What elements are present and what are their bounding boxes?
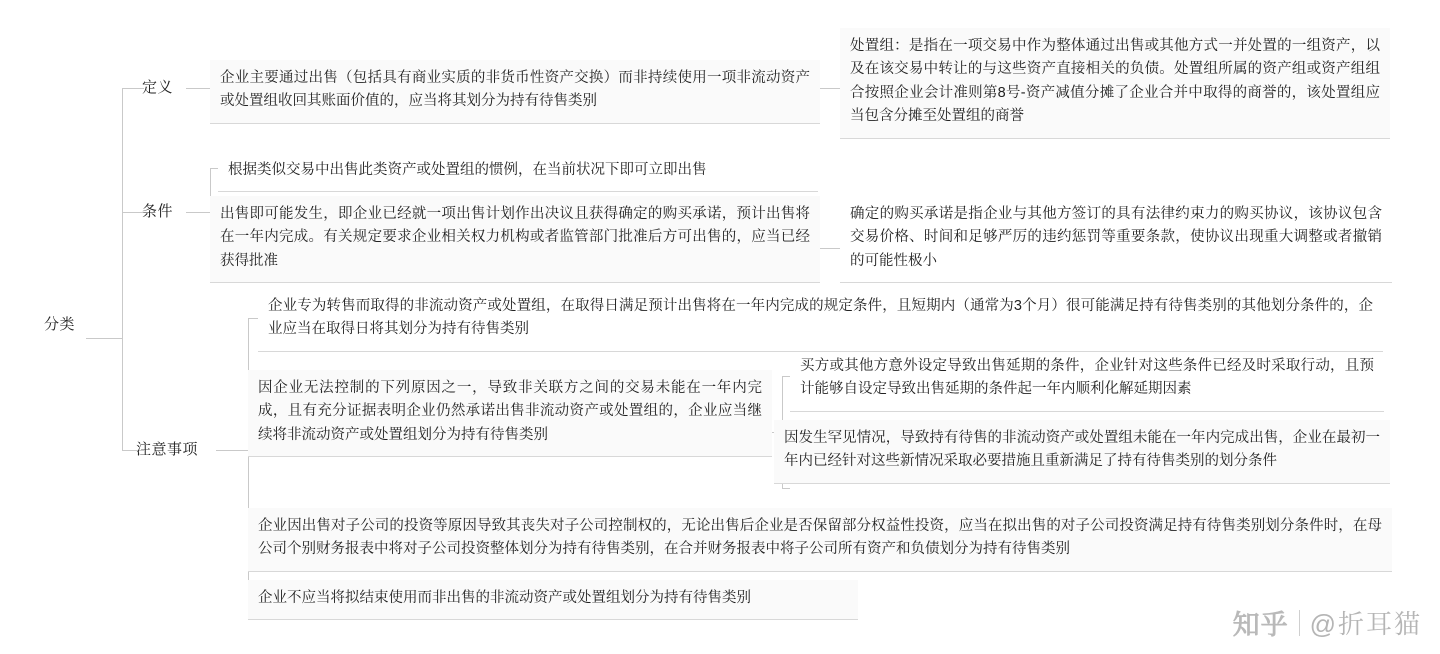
connector-notes-leaf-1 [248, 318, 258, 319]
leaf-notes-2: 因企业无法控制的下列原因之一，导致非关联方之间的交易未能在一年内完成，且有充分证据表明企业仍然承诺出售非流动资产或处置组的，企业应当继续将非流动资产或处置组划分为持有待售类别 [248, 370, 772, 457]
leaf-conditions-sub-1: 确定的购买承诺是指企业与其他方签订的具有法律约束力的购买协议，该协议包含交易价格、时间和足够严厉的违约惩罚等重要条款，使协议出现重大调整或者撤销的可能性极小 [840, 196, 1392, 283]
branch-label-notes: 注意事项 [136, 441, 199, 458]
connector-notes-sub-1 [782, 376, 790, 377]
connector-root-out [86, 338, 122, 339]
leaf-notes-3: 企业因出售对子公司的投资等原因导致其丧失对子公司控制权的，无论出售后企业是否保留部分权益性投资，应当在拟出售的对子公司投资满足持有待售类别划分条件时，在母公司个别财务报表中将对子公司投资整体划分为持有待售类别，在合并财务报表中将子公司所有资产和负债划分为持有待售类别 [248, 508, 1392, 572]
leaf-notes-sub-1: 买方或其他方意外设定导致出售延期的条件，企业针对这些条件已经及时采取行动，且预计能够自设定导致出售延期的条件起一年内顺利化解延期因素 [790, 348, 1384, 412]
connector-notes-sub-2 [782, 488, 790, 489]
watermark-divider [1299, 610, 1300, 636]
leaf-definition-1: 企业主要通过出售（包括具有商业实质的非货币性资产交换）而非持续使用一项非流动资产或处置组收回其账面价值的，应当将其划分为持有待售类别 [210, 60, 820, 124]
connector-conditions-out [186, 212, 210, 213]
leaf-notes-sub-2: 因发生罕见情况，导致持有待售的非流动资产或处置组未能在一年内完成出售，企业在最初一年内已经针对这些新情况采取必要措施且重新满足了持有待售类别的划分条件 [774, 420, 1390, 484]
branch-label-definition: 定义 [142, 79, 174, 96]
root-node-label: 分类 [44, 316, 76, 333]
leaf-definition-sub-1: 处置组：是指在一项交易中作为整体通过出售或其他方式一并处置的一组资产，以及在该交易中转让的与这些资产直接相关的负债。处置组所属的资产组或资产组组合按照企业会计准则第8号-资产减值分摊了企业合并中取得的商誉的，该处置组应当包含分摊至处置组的商誉 [840, 28, 1390, 139]
leaf-conditions-1: 根据类似交易中出售此类资产或处置组的惯例，在当前状况下即可立即出售 [218, 152, 818, 192]
connector-root-spine [122, 88, 123, 450]
connector-definition-out [186, 88, 210, 89]
connector-conditions-leaf-1 [210, 168, 218, 169]
connector-conditions-sub [820, 248, 840, 249]
watermark [1233, 603, 1422, 642]
zhihu-logo: 知乎 [1232, 610, 1289, 640]
leaf-notes-4: 企业不应当将拟结束使用而非出售的非流动资产或处置组划分为持有待售类别 [248, 580, 858, 620]
connector-branch-2 [122, 212, 144, 213]
connector-notes-out [216, 450, 248, 451]
connector-branch-1 [122, 88, 144, 89]
leaf-conditions-2: 出售即可能发生，即企业已经就一项出售计划作出决议且获得确定的购买承诺，预计出售将在一年内完成。有关规定要求企业相关权力机构或者监管部门批准后方可出售的，应当已经获得批准 [210, 196, 820, 283]
branch-label-conditions: 条件 [142, 203, 174, 220]
connector-definition-sub [820, 88, 840, 89]
watermark-username: @折耳猫 [1309, 609, 1422, 639]
leaf-notes-1: 企业专为转售而取得的非流动资产或处置组，在取得日满足预计出售将在一年内完成的规定条件，且短期内（通常为3个月）很可能满足持有待售类别的其他划分条件的，企业应当在取得日将其划分为持有待售类别 [258, 288, 1383, 352]
